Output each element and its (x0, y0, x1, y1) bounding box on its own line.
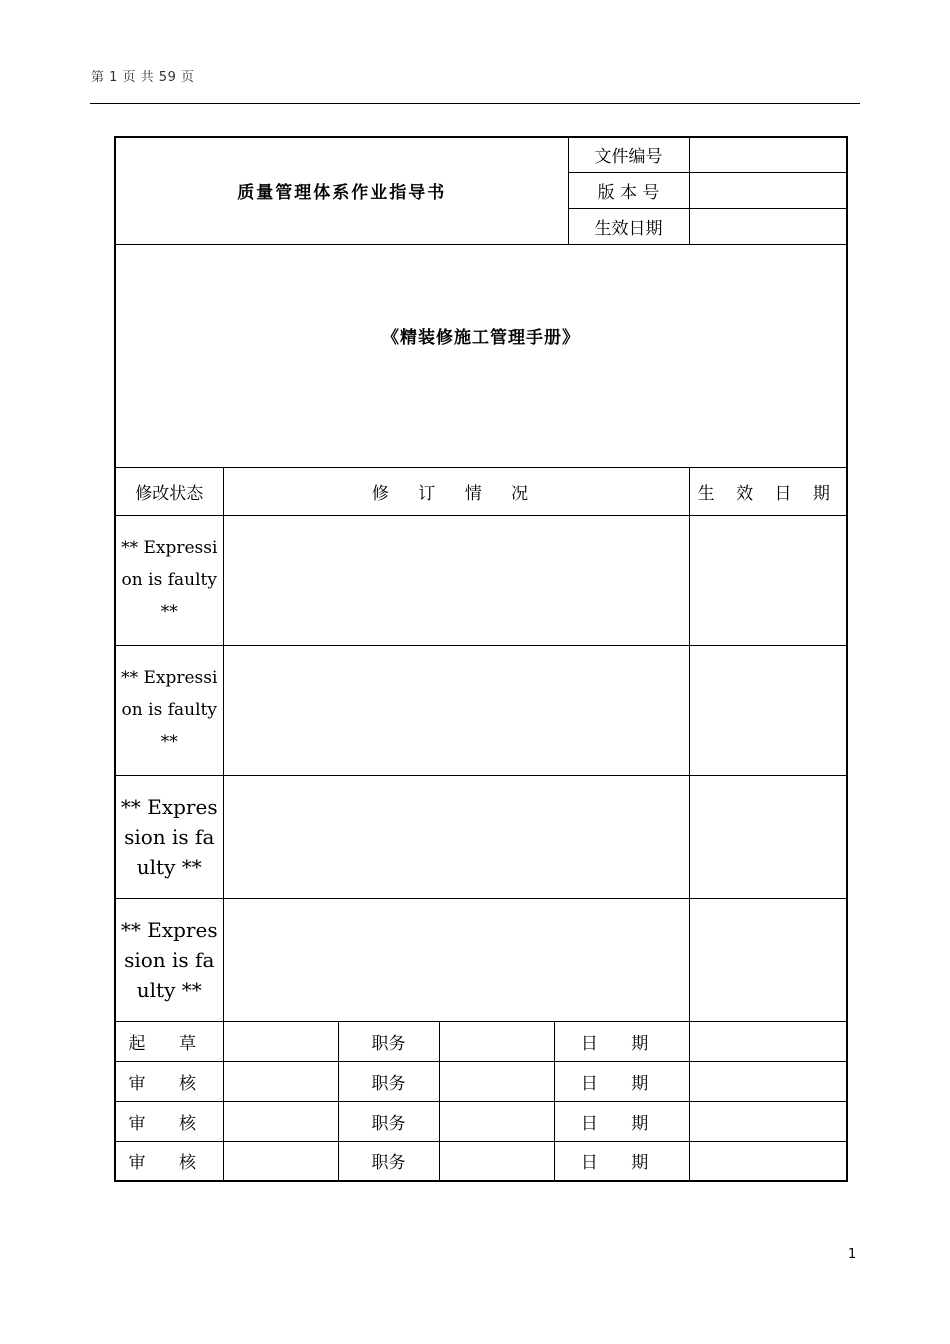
signature-role: 审 核 (115, 1101, 223, 1141)
revision-status: ** Expression is faulty ** (115, 898, 223, 1021)
revision-header-details: 修 订 情 况 (223, 467, 689, 515)
revision-status: ** Expression is faulty ** (115, 515, 223, 645)
signature-role: 审 核 (115, 1061, 223, 1101)
signature-position-label: 职务 (338, 1101, 439, 1141)
revision-status: ** Expression is faulty ** (115, 645, 223, 775)
page-number: 1 (848, 1247, 857, 1262)
meta-value-effective-date[interactable] (689, 208, 847, 244)
signature-position-label: 职务 (338, 1021, 439, 1061)
doc-type-title: 质量管理体系作业指导书 (115, 137, 568, 244)
signature-row-draft (115, 1021, 847, 1061)
signature-position[interactable] (439, 1061, 554, 1101)
signature-name[interactable] (223, 1061, 338, 1101)
revision-details[interactable] (223, 645, 689, 775)
signature-name[interactable] (223, 1141, 338, 1181)
meta-label-effective-date: 生效日期 (568, 208, 689, 244)
signature-date-label: 日 期 (554, 1101, 689, 1141)
meta-label-file-number: 文件编号 (568, 137, 689, 172)
signature-date[interactable] (689, 1101, 847, 1141)
revision-row (115, 645, 847, 775)
signature-position-label: 职务 (338, 1061, 439, 1101)
revision-date[interactable] (689, 645, 847, 775)
revision-date[interactable] (689, 515, 847, 645)
document-form-table (114, 136, 848, 1182)
revision-header-date: 生 效 日 期 (689, 467, 847, 515)
signature-position[interactable] (439, 1021, 554, 1061)
signature-name[interactable] (223, 1101, 338, 1141)
revision-details[interactable] (223, 898, 689, 1021)
main-title-row (115, 244, 847, 467)
signature-date[interactable] (689, 1021, 847, 1061)
revision-details[interactable] (223, 775, 689, 898)
header-rule (90, 103, 860, 104)
revision-header-row (115, 467, 847, 515)
signature-date[interactable] (689, 1141, 847, 1181)
revision-row (115, 515, 847, 645)
revision-row (115, 775, 847, 898)
main-title: 《精装修施工管理手册》 (115, 244, 847, 467)
signature-row-review (115, 1061, 847, 1101)
meta-value-version[interactable] (689, 172, 847, 208)
meta-label-version: 版 本 号 (568, 172, 689, 208)
revision-details[interactable] (223, 515, 689, 645)
page-header: 第 1 页 共 59 页 (91, 70, 195, 85)
signature-date-label: 日 期 (554, 1021, 689, 1061)
revision-date[interactable] (689, 898, 847, 1021)
revision-row (115, 898, 847, 1021)
signature-role: 审 核 (115, 1141, 223, 1181)
meta-row-file-number (115, 137, 847, 172)
meta-value-file-number[interactable] (689, 137, 847, 172)
signature-date-label: 日 期 (554, 1141, 689, 1181)
revision-status: ** Expression is faulty ** (115, 775, 223, 898)
signature-row-review (115, 1141, 847, 1181)
signature-name[interactable] (223, 1021, 338, 1061)
signature-date[interactable] (689, 1061, 847, 1101)
revision-header-status: 修改状态 (115, 467, 223, 515)
signature-position[interactable] (439, 1101, 554, 1141)
revision-date[interactable] (689, 775, 847, 898)
signature-row-review (115, 1101, 847, 1141)
signature-position[interactable] (439, 1141, 554, 1181)
signature-role: 起 草 (115, 1021, 223, 1061)
signature-date-label: 日 期 (554, 1061, 689, 1101)
signature-position-label: 职务 (338, 1141, 439, 1181)
